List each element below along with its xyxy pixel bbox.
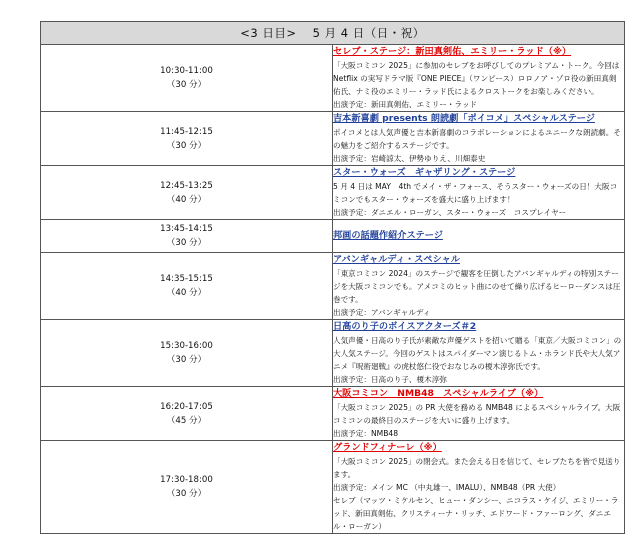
schedule-row <box>41 441 625 534</box>
content-cell <box>333 320 625 387</box>
program-description: 「東京コミコン 2024」のステージで観客を圧倒したアバンギャルディの特別ステージを大阪コミコンでも。アメコミのヒット曲にのせて繰り広げるヒーローダンスは圧巻です。 <box>333 269 621 304</box>
time-range: 17:30-18:00 <box>160 475 213 485</box>
schedule-row <box>41 220 625 253</box>
time-range: 16:20-17:05 <box>160 401 213 412</box>
program-description: 5 月 4 日は MAY 4th でメイ・ザ・フォース、そうスター・ウォーズの日！大阪コミコンでもスター・ウォーズを盛大に盛り上げます！ <box>333 182 618 204</box>
time-cell <box>41 387 333 441</box>
time-cell <box>41 220 333 253</box>
time-cell <box>41 45 333 112</box>
header-row <box>41 22 625 45</box>
performers: セレブ（マッツ・ミケルセン、ヒュー・ダンシー、ニコラス・ケイジ、エミリー・ラッド、新田真剣佑、クリスティーナ・リッチ、エドワード・ファーロング、ダニエル・ローガン） <box>333 496 619 531</box>
performers: 出演予定：ダニエル・ローガン、スター・ウォーズ コスプレイヤー <box>333 208 567 217</box>
time-cell <box>41 112 333 166</box>
program-description: 「大阪コミコン 2025」の閉会式。また会える日を信じて、セレブたちを皆で見送ります。 <box>333 457 621 479</box>
time-range: 10:30-11:00 <box>160 66 213 76</box>
time-range: 12:45-13:25 <box>160 180 213 191</box>
program-description: 「大阪コミコン 2025」に参加のセレブをお呼びしてのプレミアム・トーク。今回は Netflix の実写ドラマ版『ONE PIECE』（ワンピース）ロロノア・ゾロ役の新田真剣佑氏、ナミ役のエミリー・ラッド氏によるクロストークをお楽しみください。 <box>333 61 620 96</box>
program-title: 大阪コミコン NMB48 スペシャルライブ（※） <box>333 388 544 399</box>
schedule-row <box>41 166 625 220</box>
time-range: 13:45-14:15 <box>160 224 213 234</box>
schedule-body <box>41 45 625 534</box>
performers: 出演予定：新田真剣佑、エミリー・ラッド <box>333 100 478 109</box>
time-cell <box>41 441 333 534</box>
program-description: 人気声優・日高のり子氏が素敵な声優ゲストを招いて贈る「東京／大阪コミコン」の大人気ステージ。今回のゲストはスパイダーマン演じるトム・ホランド氏や大人気アニメ『呪術廻戦』の虎杖悠仁役でおなじみの榎木淳弥氏です。 <box>333 336 622 371</box>
program-title: 邦画の話題作紹介ステージ <box>333 230 443 241</box>
time-range: 11:45-12:15 <box>160 126 213 137</box>
content-cell <box>333 253 625 320</box>
program-title: 日高のり子のボイスアクターズ＃2 <box>333 321 477 332</box>
duration: （45 分） <box>166 415 207 426</box>
program-title: セレブ・ステージ：新田真剣佑、エミリー・ラッド（※） <box>333 46 572 57</box>
performers: 出演予定：アバンギャルディ <box>333 308 431 317</box>
content-cell <box>333 166 625 220</box>
time-cell <box>41 320 333 387</box>
schedule-row <box>41 320 625 387</box>
schedule-row <box>41 45 625 112</box>
time-cell <box>41 253 333 320</box>
content-cell <box>333 220 625 253</box>
performers: 出演予定：NMB48 <box>333 429 399 438</box>
day-header: <3 日目> 5 月 4 日（日・祝） <box>41 22 625 45</box>
content-cell <box>333 112 625 166</box>
program-title: アバンギャルディ・スペシャル <box>333 254 460 265</box>
time-cell <box>41 166 333 220</box>
program-title: スター・ウォーズ ギャザリング・ステージ <box>333 167 516 178</box>
content-cell <box>333 441 625 534</box>
duration: （30 分） <box>166 140 207 151</box>
duration: （30 分） <box>166 80 207 90</box>
program-description: 「大阪コミコン 2025」の PR 大使を務める NMB48 によるスペシャルライブ。大阪コミコンの最終日のステージを大いに盛り上げます。 <box>333 403 621 425</box>
content-cell <box>333 45 625 112</box>
schedule-row <box>41 387 625 441</box>
duration: （30 分） <box>166 238 207 248</box>
performers: 出演予定：日高のり子、榎木淳弥 <box>333 375 447 384</box>
duration: （30 分） <box>166 489 207 499</box>
duration: （40 分） <box>166 288 207 298</box>
program-title: 吉本新喜劇 presents 朗読劇「ポイコメ」スペシャルステージ <box>333 113 595 124</box>
performers: 出演予定：メイン MC （中丸雄一、IMALU）、NMB48（PR 大使） <box>333 483 561 492</box>
content-cell <box>333 387 625 441</box>
schedule-table <box>40 21 625 534</box>
program-title: グランドフィナーレ（※） <box>333 442 442 453</box>
schedule-row <box>41 112 625 166</box>
time-range: 14:35-15:15 <box>160 274 213 284</box>
performers: 出演予定：岩崎諒太、伊勢ゆりえ、川畑泰史 <box>333 154 486 163</box>
time-range: 15:30-16:00 <box>160 341 213 351</box>
duration: （40 分） <box>166 194 207 205</box>
program-description: ポイコメとは人気声優と吉本新喜劇のコラボレーションによるユニークな朗読劇。その魅力をご紹介するステージです。 <box>333 128 621 150</box>
duration: （30 分） <box>166 355 207 365</box>
schedule-row <box>41 253 625 320</box>
